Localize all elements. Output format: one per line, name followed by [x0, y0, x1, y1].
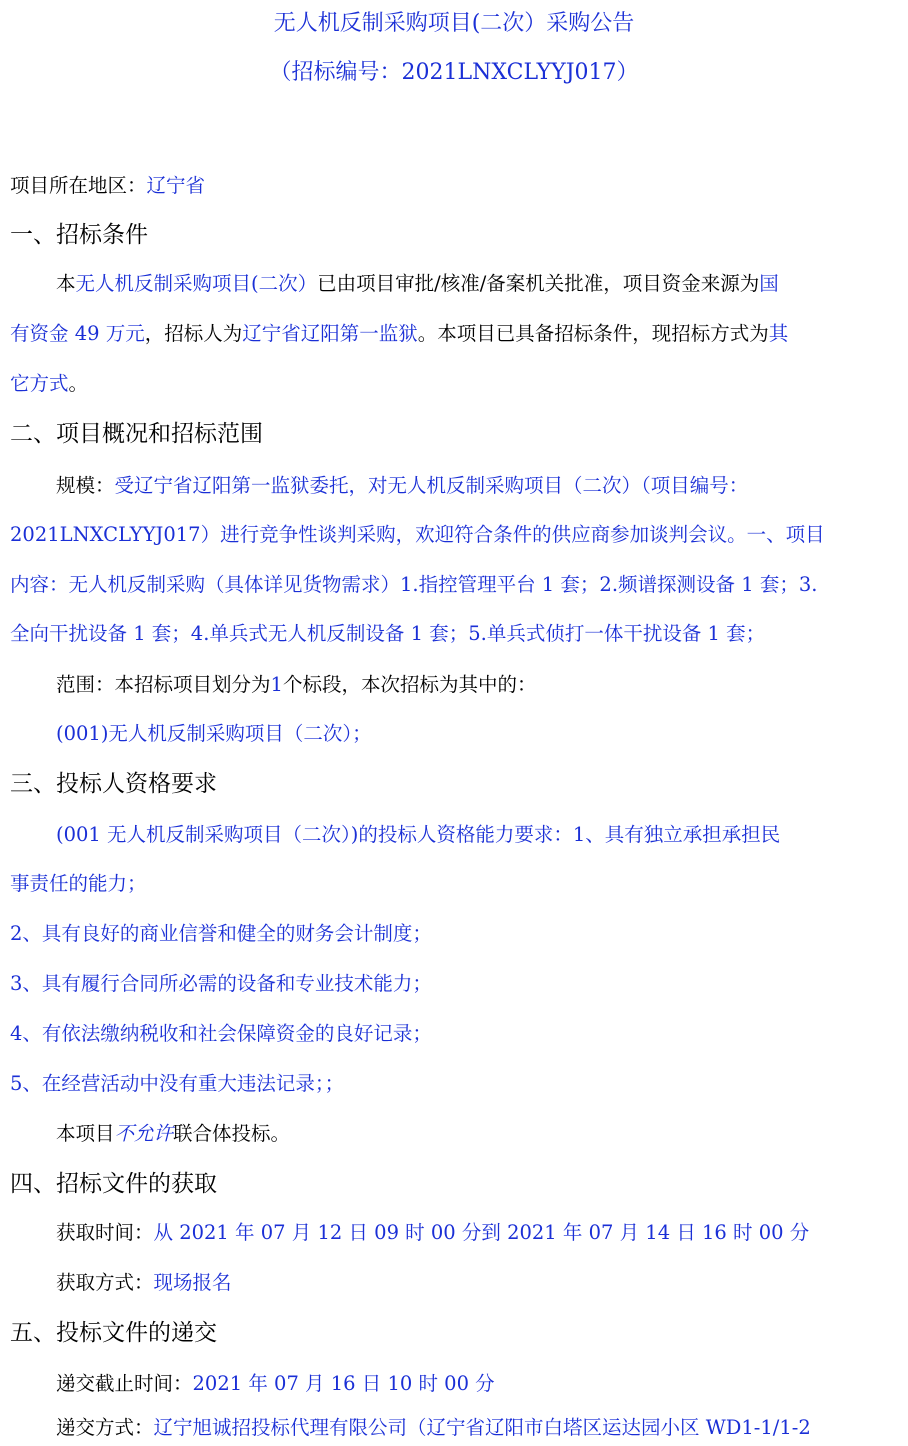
lot-count: 1 [270, 673, 283, 696]
text-segment: 本项目 [56, 1122, 115, 1145]
qualification-line-6: 5、在经营活动中没有重大违法记录；； [10, 1072, 345, 1095]
qualification-line-2: 事责任的能力； [10, 872, 147, 895]
bid-method-start: 其 [768, 322, 789, 345]
text-segment: ，招标人为 [144, 322, 243, 345]
get-time-line [56, 1221, 902, 1245]
text-segment: 已由项目审批/核准/备案机关批准，项目资金来源为 [317, 272, 760, 295]
submit-method-line [56, 1416, 902, 1440]
get-method-value: 现场报名 [153, 1271, 232, 1294]
joint-bid-line [56, 1122, 902, 1146]
conditions-line-3 [10, 372, 902, 396]
page-title: 无人机反制采购项目(二次）采购公告 [273, 11, 635, 36]
get-time-label: 获取时间： [56, 1221, 154, 1244]
scale-line-2: 2021LNXCLYYJ017）进行竞争性谈判采购，欢迎符合条件的供应商参加谈判会议。一、项目 [10, 523, 825, 546]
range-text: 范围：本招标项目划分为 [56, 673, 271, 696]
section-heading-1: 一、招标条件 [10, 222, 148, 248]
get-method-label: 获取方式： [56, 1271, 154, 1294]
text-segment: 。 [68, 372, 89, 395]
scale-line-3: 内容：无人机反制采购（具体详见货物需求）1.指控管理平台 1 套；2.频谱探测设备 1 套；3. [10, 573, 818, 596]
scale-text: 受辽宁省辽阳第一监狱委托，对无人机反制采购项目（二次）（项目编号： [114, 474, 749, 497]
deadline-value: 2021 年 07 月 16 日 10 时 00 分 [192, 1372, 495, 1395]
fund-source: 有资金 49 万元 [10, 322, 145, 345]
bid-number: （招标编号：2021LNXCLYYJ017） [269, 60, 639, 85]
scale-line-4: 全向干扰设备 1 套；4.单兵式无人机反制设备 1 套；5.单兵式侦打一体干扰设备 1 套； [10, 622, 766, 645]
text-segment: 。本项目已具备招标条件，现招标方式为 [417, 322, 769, 345]
conditions-line-2 [10, 322, 902, 346]
text-segment: 本 [56, 272, 76, 295]
region-value: 辽宁省 [146, 174, 206, 197]
deadline-label: 递交截止时间： [56, 1372, 193, 1395]
region-line [10, 174, 902, 198]
section-heading-3: 三、投标人资格要求 [10, 771, 217, 797]
region-label: 项目所在地区： [10, 174, 147, 197]
text-segment: 联合体投标。 [173, 1122, 291, 1145]
scale-label: 规模： [56, 474, 115, 497]
project-name: 无人机反制采购项目(二次） [75, 272, 318, 295]
deadline-line [56, 1372, 902, 1396]
conditions-line-1 [56, 272, 902, 296]
get-method-line [56, 1271, 902, 1295]
lot-item: (001)无人机反制采购项目（二次）； [56, 722, 372, 745]
tenderer-name: 辽宁省辽阳第一监狱 [242, 322, 418, 345]
section-heading-2: 二、项目概况和招标范围 [10, 421, 263, 447]
fund-source-start: 国 [759, 272, 779, 295]
submit-value: 辽宁旭诚招投标代理有限公司（辽宁省辽阳市白塔区运达园小区 WD1-1/1-2 [153, 1416, 811, 1439]
qualification-line-3: 2、具有良好的商业信誉和健全的财务会计制度； [10, 922, 432, 945]
qualification-line-4: 3、具有履行合同所必需的设备和专业技术能力； [10, 972, 432, 995]
range-line [56, 673, 902, 697]
section-heading-5: 五、投标文件的递交 [10, 1320, 217, 1346]
submit-label: 递交方式： [56, 1416, 154, 1439]
qualification-line-5: 4、有依法缴纳税收和社会保障资金的良好记录； [10, 1022, 432, 1045]
get-time-value: 从 2021 年 07 月 12 日 09 时 00 分到 2021 年 07 月 14 日 16 时 00 分 [153, 1221, 810, 1244]
bid-method: 它方式 [10, 372, 69, 395]
scale-line-1 [56, 474, 902, 498]
range-text: 个标段，本次招标为其中的： [282, 673, 537, 696]
joint-bid-status: 不允许 [114, 1122, 174, 1145]
qualification-line-1: (001 无人机反制采购项目（二次）)的投标人资格能力要求：1、具有独立承担承担民 [56, 823, 781, 846]
section-heading-4: 四、招标文件的获取 [10, 1171, 217, 1197]
